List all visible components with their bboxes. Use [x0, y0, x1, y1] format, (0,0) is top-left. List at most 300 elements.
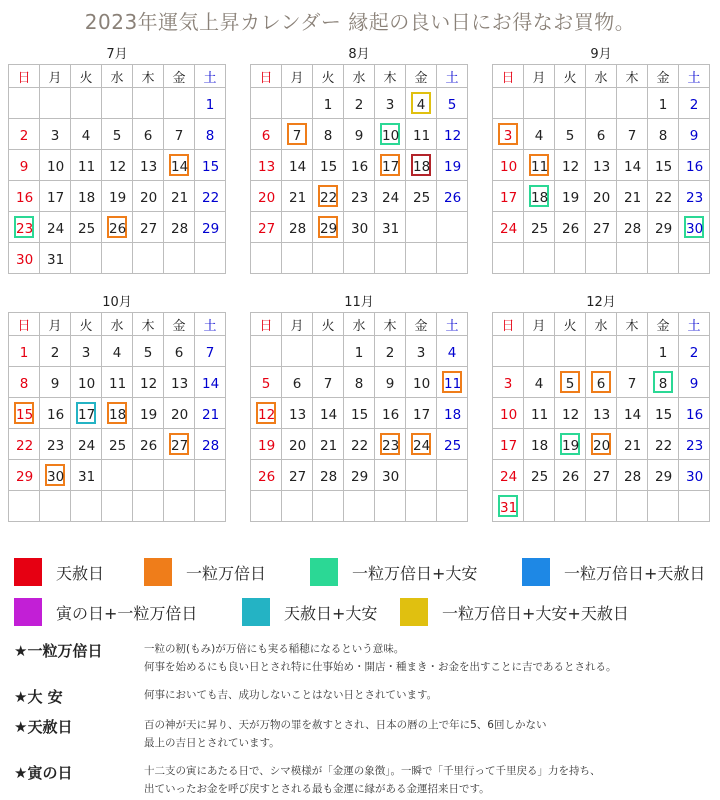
- weekday-header: 土: [437, 65, 468, 88]
- legend-item: [14, 598, 197, 626]
- day-cell: [679, 119, 710, 150]
- day-cell: [9, 119, 40, 150]
- day-cell: [9, 243, 40, 274]
- day-cell: [71, 119, 102, 150]
- day-cell: [40, 212, 71, 243]
- day-cell: [164, 460, 195, 491]
- day-number: 1: [205, 97, 215, 113]
- day-number: 18: [78, 190, 96, 206]
- day-number: 10: [47, 159, 65, 175]
- day-cell: [679, 460, 710, 491]
- day-cell: [71, 367, 102, 398]
- weekday-header: 土: [195, 65, 226, 88]
- note-text: [144, 640, 714, 676]
- day-cell: [648, 243, 679, 274]
- legend-item: [310, 558, 477, 586]
- day-cell: [344, 243, 375, 274]
- day-cell: [437, 429, 468, 460]
- day-cell: [524, 460, 555, 491]
- weekday-header: 金: [406, 65, 437, 88]
- day-number: 22: [655, 438, 673, 454]
- day-cell: [71, 212, 102, 243]
- day-cell: [555, 398, 586, 429]
- day-number: 31: [78, 469, 96, 485]
- day-number: 6: [292, 376, 302, 392]
- weekday-header: 火: [313, 65, 344, 88]
- legend-label: 一粒万倍日+大安: [352, 563, 478, 583]
- weekday-header: 水: [344, 65, 375, 88]
- day-number: 13: [593, 159, 611, 175]
- day-number: 6: [174, 345, 184, 361]
- day-cell: [617, 243, 648, 274]
- day-cell: [344, 119, 375, 150]
- day-number: 9: [385, 376, 395, 392]
- day-cell: [164, 119, 195, 150]
- day-cell: [679, 429, 710, 460]
- day-cell: [71, 460, 102, 491]
- day-number: 21: [171, 190, 189, 206]
- day-number: 19: [140, 407, 158, 423]
- day-number: 19: [258, 438, 276, 454]
- day-cell: [102, 398, 133, 429]
- day-cell: [617, 119, 648, 150]
- day-number: 1: [658, 97, 668, 113]
- day-cell: [282, 460, 313, 491]
- day-cell: [586, 181, 617, 212]
- day-number: 11: [109, 376, 127, 392]
- day-cell: [282, 367, 313, 398]
- weekday-header: 日: [9, 313, 40, 336]
- note-line: 出ていったお金を呼び戻すとされる最も金運に縁がある金運招来日です。: [144, 783, 490, 795]
- day-number: 24: [500, 469, 518, 485]
- legend-label: 一粒万倍日+大安+天赦日: [442, 603, 629, 623]
- day-number: 28: [624, 469, 642, 485]
- day-number: 29: [202, 221, 220, 237]
- day-cell: [344, 336, 375, 367]
- weekday-header: 金: [406, 313, 437, 336]
- day-cell: [679, 181, 710, 212]
- month-title: 10月: [102, 295, 132, 310]
- day-cell: [313, 367, 344, 398]
- day-cell: [375, 88, 406, 119]
- day-cell: [437, 336, 468, 367]
- day-number: 8: [323, 128, 333, 144]
- day-number: 29: [351, 469, 369, 485]
- day-cell: [9, 212, 40, 243]
- day-cell: [102, 460, 133, 491]
- day-cell: [71, 398, 102, 429]
- day-cell: [313, 181, 344, 212]
- day-number: 28: [289, 221, 307, 237]
- day-number: 17: [380, 154, 400, 176]
- day-cell: [648, 181, 679, 212]
- day-cell: [648, 460, 679, 491]
- day-number: 12: [562, 407, 580, 423]
- day-cell: [282, 491, 313, 522]
- weekday-header: 木: [617, 65, 648, 88]
- day-cell: [71, 243, 102, 274]
- day-number: 21: [624, 438, 642, 454]
- legend-swatch: [14, 558, 42, 586]
- day-number: 18: [529, 185, 549, 207]
- month-table: [250, 312, 468, 522]
- day-cell: [586, 460, 617, 491]
- day-cell: [133, 212, 164, 243]
- day-cell: [251, 398, 282, 429]
- day-cell: [344, 88, 375, 119]
- day-number: 10: [78, 376, 96, 392]
- day-cell: [555, 119, 586, 150]
- month-title: 11月: [344, 295, 374, 310]
- day-number: 31: [498, 495, 518, 517]
- day-number: 24: [500, 221, 518, 237]
- day-cell: [251, 429, 282, 460]
- weekday-header: 火: [71, 313, 102, 336]
- day-cell: [586, 243, 617, 274]
- day-number: 25: [78, 221, 96, 237]
- day-cell: [195, 150, 226, 181]
- day-number: 8: [653, 371, 673, 393]
- day-cell: [375, 336, 406, 367]
- day-cell: [493, 429, 524, 460]
- legend-swatch: [522, 558, 550, 586]
- weekday-header: 木: [375, 65, 406, 88]
- day-number: 17: [47, 190, 65, 206]
- day-cell: [313, 88, 344, 119]
- day-cell: [195, 88, 226, 119]
- day-cell: [679, 398, 710, 429]
- day-number: 6: [591, 371, 611, 393]
- day-cell: [251, 119, 282, 150]
- day-cell: [344, 491, 375, 522]
- month-table: [8, 64, 226, 274]
- day-cell: [164, 181, 195, 212]
- day-number: 25: [531, 469, 549, 485]
- day-number: 15: [655, 159, 673, 175]
- day-cell: [555, 491, 586, 522]
- day-cell: [524, 491, 555, 522]
- note-line: 何事を始めるにも良い日とされ特に仕事始め・開店・種まき・お金を出すことに吉であるとされる。: [144, 661, 617, 673]
- day-number: 27: [593, 221, 611, 237]
- day-cell: [9, 460, 40, 491]
- day-number: 25: [413, 190, 431, 206]
- legend-item: [144, 558, 266, 586]
- day-number: 10: [380, 123, 400, 145]
- day-number: 30: [686, 469, 704, 485]
- day-cell: [40, 398, 71, 429]
- day-number: 12: [109, 159, 127, 175]
- day-number: 23: [14, 216, 34, 238]
- weekday-header: 水: [102, 313, 133, 336]
- day-cell: [164, 336, 195, 367]
- weekday-header: 火: [71, 65, 102, 88]
- day-cell: [375, 429, 406, 460]
- day-number: 26: [258, 469, 276, 485]
- day-cell: [437, 491, 468, 522]
- legend-swatch: [400, 598, 428, 626]
- day-cell: [375, 119, 406, 150]
- day-cell: [251, 150, 282, 181]
- day-cell: [195, 212, 226, 243]
- day-number: 20: [591, 433, 611, 455]
- day-cell: [102, 119, 133, 150]
- day-cell: [313, 429, 344, 460]
- day-cell: [71, 491, 102, 522]
- day-cell: [648, 336, 679, 367]
- day-number: 30: [16, 252, 34, 268]
- day-number: 5: [565, 128, 575, 144]
- day-cell: [164, 88, 195, 119]
- legend-swatch: [242, 598, 270, 626]
- day-cell: [679, 367, 710, 398]
- day-number: 26: [107, 216, 127, 238]
- day-cell: [133, 460, 164, 491]
- day-cell: [493, 212, 524, 243]
- day-cell: [251, 491, 282, 522]
- day-cell: [555, 460, 586, 491]
- day-number: 17: [500, 438, 518, 454]
- weekday-header: 水: [586, 65, 617, 88]
- day-number: 14: [320, 407, 338, 423]
- day-cell: [555, 150, 586, 181]
- day-cell: [679, 212, 710, 243]
- day-cell: [164, 212, 195, 243]
- day-number: 25: [444, 438, 462, 454]
- day-cell: [133, 150, 164, 181]
- note-label: ★寅の日: [14, 764, 73, 782]
- day-cell: [195, 398, 226, 429]
- day-number: 4: [534, 376, 544, 392]
- day-number: 8: [354, 376, 364, 392]
- day-number: 28: [624, 221, 642, 237]
- day-number: 18: [444, 407, 462, 423]
- day-number: 16: [47, 407, 65, 423]
- day-cell: [617, 491, 648, 522]
- day-number: 14: [202, 376, 220, 392]
- day-cell: [437, 119, 468, 150]
- day-number: 2: [385, 345, 395, 361]
- day-cell: [679, 150, 710, 181]
- day-number: 29: [655, 221, 673, 237]
- day-cell: [524, 150, 555, 181]
- day-cell: [344, 181, 375, 212]
- weekday-header: 火: [555, 313, 586, 336]
- day-number: 1: [19, 345, 29, 361]
- day-cell: [617, 150, 648, 181]
- day-number: 24: [411, 433, 431, 455]
- day-cell: [313, 336, 344, 367]
- day-number: 13: [171, 376, 189, 392]
- day-number: 13: [258, 159, 276, 175]
- day-cell: [406, 243, 437, 274]
- day-number: 21: [289, 190, 307, 206]
- day-number: 22: [318, 185, 338, 207]
- day-number: 11: [413, 128, 431, 144]
- day-cell: [406, 212, 437, 243]
- day-cell: [586, 491, 617, 522]
- day-cell: [437, 88, 468, 119]
- day-number: 17: [413, 407, 431, 423]
- weekday-header: 日: [251, 65, 282, 88]
- day-number: 4: [447, 345, 457, 361]
- day-cell: [40, 243, 71, 274]
- day-cell: [282, 119, 313, 150]
- day-number: 2: [19, 128, 29, 144]
- day-cell: [71, 181, 102, 212]
- day-cell: [648, 119, 679, 150]
- day-number: 27: [258, 221, 276, 237]
- day-number: 7: [205, 345, 215, 361]
- note-label: ★一粒万倍日: [14, 642, 103, 660]
- day-cell: [524, 367, 555, 398]
- day-number: 24: [78, 438, 96, 454]
- day-cell: [586, 398, 617, 429]
- weekday-header: 月: [524, 65, 555, 88]
- day-cell: [133, 181, 164, 212]
- day-cell: [493, 336, 524, 367]
- day-cell: [251, 336, 282, 367]
- day-cell: [437, 243, 468, 274]
- day-number: 12: [140, 376, 158, 392]
- day-cell: [195, 367, 226, 398]
- legend-swatch: [14, 598, 42, 626]
- day-number: 31: [382, 221, 400, 237]
- day-number: 29: [16, 469, 34, 485]
- day-cell: [102, 367, 133, 398]
- day-cell: [406, 367, 437, 398]
- day-number: 26: [562, 469, 580, 485]
- day-cell: [40, 491, 71, 522]
- day-number: 7: [323, 376, 333, 392]
- day-cell: [617, 88, 648, 119]
- day-cell: [437, 150, 468, 181]
- day-number: 10: [500, 159, 518, 175]
- day-cell: [524, 181, 555, 212]
- weekday-header: 水: [344, 313, 375, 336]
- day-number: 19: [560, 433, 580, 455]
- note-line: 十二支の寅にあたる日で、シマ模様が「金運の象徴」。一瞬で「千里行って千里戻る」力を持ち、: [144, 765, 601, 777]
- day-number: 9: [354, 128, 364, 144]
- day-cell: [679, 243, 710, 274]
- day-number: 18: [531, 438, 549, 454]
- day-cell: [375, 212, 406, 243]
- day-cell: [164, 243, 195, 274]
- day-cell: [40, 367, 71, 398]
- note-line: 百の神が天に昇り、天が万物の罪を赦すとされ、日本の暦の上で年に5、6回しかない: [144, 719, 547, 731]
- day-cell: [282, 212, 313, 243]
- day-cell: [493, 181, 524, 212]
- weekday-header: 金: [164, 65, 195, 88]
- month-calendar: [250, 46, 468, 274]
- day-number: 14: [624, 407, 642, 423]
- day-cell: [9, 367, 40, 398]
- day-number: 1: [354, 345, 364, 361]
- day-number: 20: [140, 190, 158, 206]
- day-cell: [102, 212, 133, 243]
- day-cell: [9, 398, 40, 429]
- day-number: 21: [320, 438, 338, 454]
- day-cell: [344, 429, 375, 460]
- note-text: [144, 762, 714, 798]
- day-number: 12: [256, 402, 276, 424]
- day-number: 2: [689, 97, 699, 113]
- day-number: 16: [686, 159, 704, 175]
- day-number: 15: [320, 159, 338, 175]
- day-cell: [195, 119, 226, 150]
- day-cell: [40, 181, 71, 212]
- day-number: 31: [47, 252, 65, 268]
- day-cell: [648, 150, 679, 181]
- day-cell: [313, 243, 344, 274]
- month-title: 12月: [586, 295, 616, 310]
- day-number: 10: [413, 376, 431, 392]
- weekday-header: 火: [313, 313, 344, 336]
- day-number: 9: [689, 376, 699, 392]
- day-number: 22: [351, 438, 369, 454]
- day-cell: [679, 88, 710, 119]
- day-number: 30: [351, 221, 369, 237]
- month-calendar: [492, 294, 710, 522]
- day-number: 6: [261, 128, 271, 144]
- weekday-header: 土: [437, 313, 468, 336]
- day-number: 19: [109, 190, 127, 206]
- day-number: 28: [320, 469, 338, 485]
- day-number: 22: [16, 438, 34, 454]
- day-cell: [617, 398, 648, 429]
- day-cell: [133, 336, 164, 367]
- day-number: 4: [81, 128, 91, 144]
- day-cell: [437, 398, 468, 429]
- month-title: 9月: [590, 47, 612, 62]
- day-cell: [313, 491, 344, 522]
- day-cell: [524, 243, 555, 274]
- day-number: 20: [593, 190, 611, 206]
- weekday-header: 金: [648, 313, 679, 336]
- day-cell: [648, 88, 679, 119]
- day-number: 19: [562, 190, 580, 206]
- weekday-header: 日: [493, 313, 524, 336]
- day-cell: [648, 212, 679, 243]
- day-number: 8: [19, 376, 29, 392]
- weekday-header: 月: [282, 65, 313, 88]
- day-cell: [251, 367, 282, 398]
- day-number: 27: [289, 469, 307, 485]
- day-cell: [406, 460, 437, 491]
- legend-swatch: [310, 558, 338, 586]
- day-cell: [617, 367, 648, 398]
- day-cell: [344, 367, 375, 398]
- month-calendar: [492, 46, 710, 274]
- day-number: 25: [109, 438, 127, 454]
- legend-swatch: [144, 558, 172, 586]
- day-cell: [406, 336, 437, 367]
- day-cell: [313, 212, 344, 243]
- legend-label: 一粒万倍日+天赦日: [564, 563, 706, 583]
- day-cell: [586, 367, 617, 398]
- day-cell: [102, 181, 133, 212]
- day-cell: [617, 181, 648, 212]
- day-number: 11: [529, 154, 549, 176]
- day-number: 1: [658, 345, 668, 361]
- day-cell: [493, 88, 524, 119]
- day-cell: [40, 119, 71, 150]
- day-number: 29: [655, 469, 673, 485]
- weekday-header: 土: [679, 313, 710, 336]
- weekday-header: 月: [524, 313, 555, 336]
- day-cell: [282, 429, 313, 460]
- day-number: 13: [593, 407, 611, 423]
- day-number: 2: [354, 97, 364, 113]
